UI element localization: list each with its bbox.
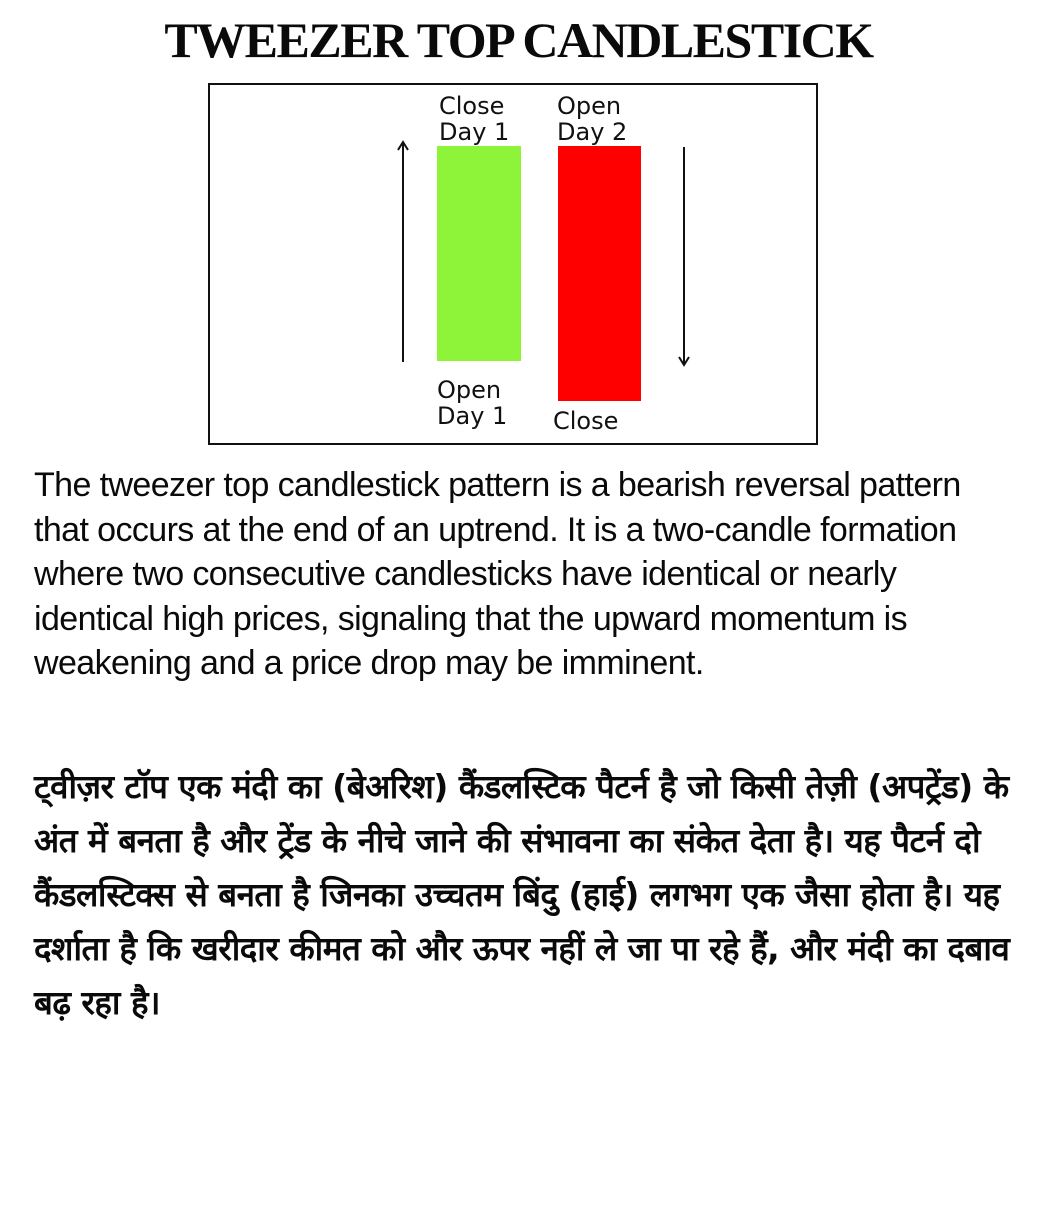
close-day-1-label: Close Day 1 — [439, 92, 510, 146]
close-day-2-label: Close — [553, 407, 619, 435]
bullish-candle-day-1 — [437, 146, 521, 361]
bearish-candle-day-2 — [558, 146, 641, 401]
tweezer-top-diagram — [208, 83, 818, 445]
open-day-1-label: Open Day 1 — [437, 376, 508, 430]
description-english: The tweezer top candlestick pattern is a bearish reversal pattern that occurs at the end of an uptrend. It is a two-candle formation where two consecutive candlesticks have identical or nearly identical high prices, signaling that the upward momentum is weakening and a price drop may be imminent. — [34, 466, 961, 682]
description-hindi: ट्वीज़र टॉप एक मंदी का (बेअरिश) कैंडलस्टिक पैटर्न है जो किसी तेज़ी (अपट्रेंड) के अंत में बनता है और ट्रेंड के नीचे जाने की संभावना का संकेत देता है। यह पैटर्न दो कैंडलस्टिक्स से बनता है जिनका उच्चतम बिंदु (हाई) लगभग एक जैसा होता है। यह दर्शाता है कि खरीदार कीमत को और ऊपर नहीं ले जा पा रहे हैं, और मंदी का दबाव बढ़ रहा है। — [34, 767, 1010, 1022]
open-day-2-label: Open Day 2 — [557, 92, 628, 146]
page-title: TWEEZER TOP CANDLESTICK — [164, 12, 873, 68]
